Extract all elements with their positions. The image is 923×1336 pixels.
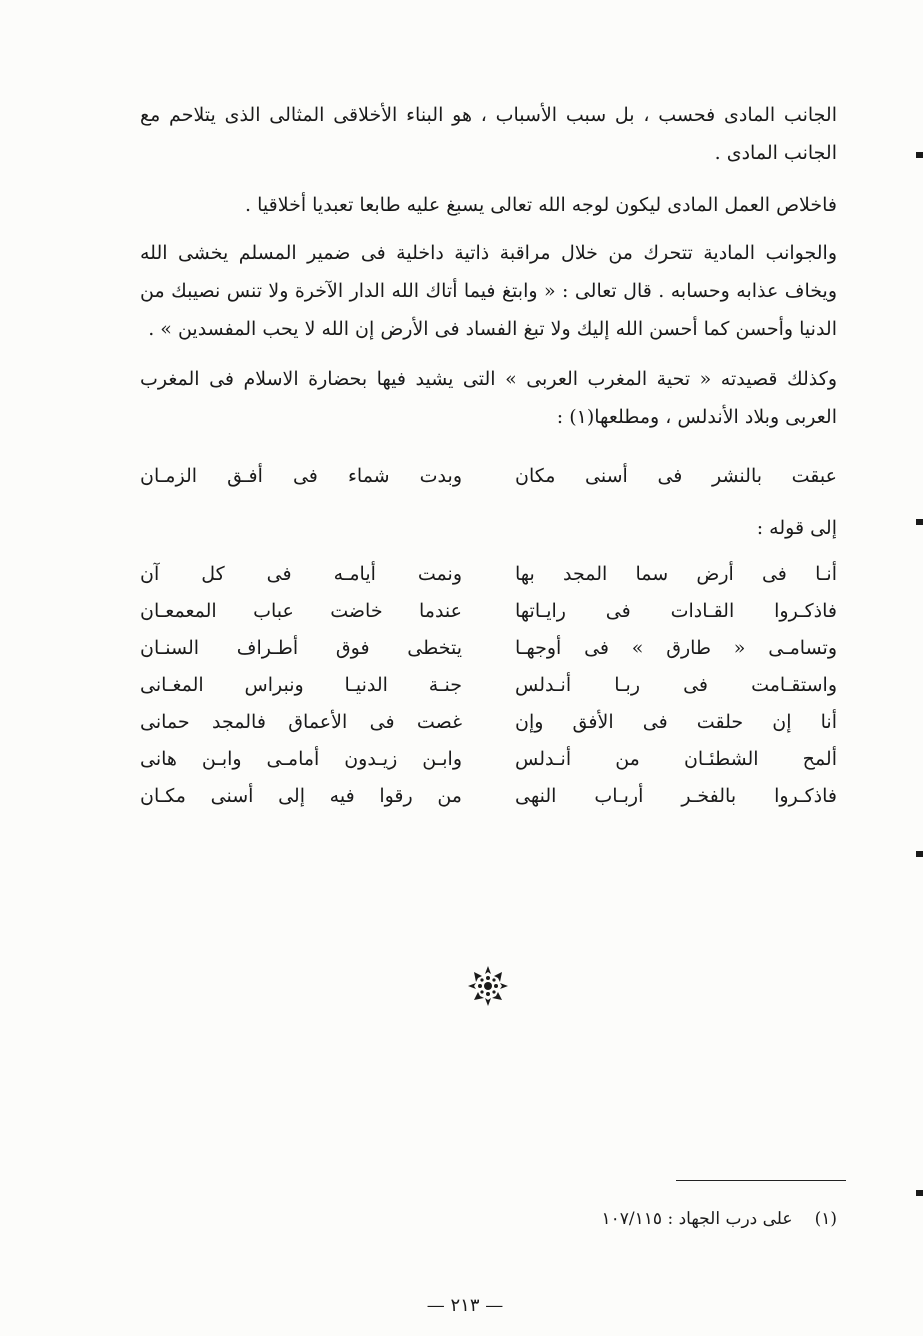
verse-line	[140, 558, 837, 590]
opening-verse-first-hemistich: عبقت بالنشر فى أسنى مكان	[515, 465, 837, 487]
verse-line	[140, 595, 837, 627]
page-edge-mark	[916, 519, 923, 525]
verse-line	[140, 706, 837, 738]
verse-second-hemistich: جنـة الدنيـا ونبراس المغـانى	[140, 674, 462, 696]
verse-line	[140, 632, 837, 664]
verse-second-hemistich: يتخطى فوق أطـراف السنـان	[140, 637, 462, 659]
verse-line	[140, 743, 837, 775]
verse-first-hemistich: ألمح الشطئـان من أنـدلس	[515, 748, 837, 770]
intro-line: إلى قوله :	[756, 517, 837, 539]
footnote	[437, 1204, 837, 1234]
page-number: — ٢١٣ —	[426, 1295, 504, 1316]
paragraph-4: وكذلك قصيدته « تحية المغرب العربى » التى يشيد فيها بحضارة الاسلام فى المغرب العربى وبلاد الأندلس ، ومطلعها(١) :	[140, 368, 837, 428]
paragraph-3: والجوانب المادية تتحرك من خلال مراقبة ذاتية داخلية فى ضمير المسلم يخشى الله ويخاف عذابه وحسابه . قال تعالى : « وابتغ فيما أتاك الله الدار الآخرة ولا تنس نصيبك من الدنيا وأحسن كما أحسن الله إليك ولا تبغ الفساد فى الأرض إن الله لا يحب المفسدين » .	[140, 242, 837, 340]
floral-ornament-icon	[464, 962, 512, 1010]
verse-first-hemistich: واستقـامت فى ربـا أنـدلس	[515, 674, 837, 696]
verse-first-hemistich: فاذكـروا بالفخـر أربـاب النهى	[515, 785, 837, 807]
opening-verse-second-hemistich: وبدت شماء فى أفـق الزمـان	[140, 465, 462, 487]
verse-second-hemistich: ونمت أيامـه فى كل آن	[140, 563, 462, 585]
page-edge-mark	[916, 1190, 923, 1196]
verse-first-hemistich: وتسامـى « طارق » فى أوجهـا	[515, 637, 837, 659]
paragraph-2: فاخلاص العمل المادى ليكون لوجه الله تعالى يسبغ عليه طابعا تعبديا أخلاقيا .	[245, 194, 837, 216]
verse-second-hemistich: عندما خاضت عباب المعمعـان	[140, 600, 462, 622]
verse-second-hemistich: وابـن زيـدون أمامـى وابـن هانى	[140, 748, 462, 770]
page-edge-mark	[916, 851, 923, 857]
footnote-number: (١)	[814, 1209, 837, 1229]
paragraph-1: الجانب المادى فحسب ، بل سبب الأسباب ، هو البناء الأخلاقى المثالى الذى يتلاحم مع الجانب المادى .	[140, 104, 837, 164]
verse-second-hemistich: من رقوا فيه إلى أسنى مكـان	[140, 785, 462, 807]
verse-first-hemistich: فاذكـروا القـادات فى رايـاتها	[515, 600, 837, 622]
verse-first-hemistich: أنـا فى أرض سما المجد بها	[515, 563, 837, 585]
verse-first-hemistich: أنا إن حلقت فى الأفق وإن	[515, 711, 837, 733]
verse-line	[140, 780, 837, 812]
page-edge-mark	[916, 152, 923, 158]
footnote-divider	[676, 1180, 846, 1181]
verse-second-hemistich: غصت فى الأعماق فالمجد حمانى	[140, 711, 462, 733]
opening-verse	[140, 460, 837, 492]
verse-line	[140, 669, 837, 701]
footnote-text: على درب الجهاد : ١٠٧/١١٥	[601, 1209, 793, 1229]
